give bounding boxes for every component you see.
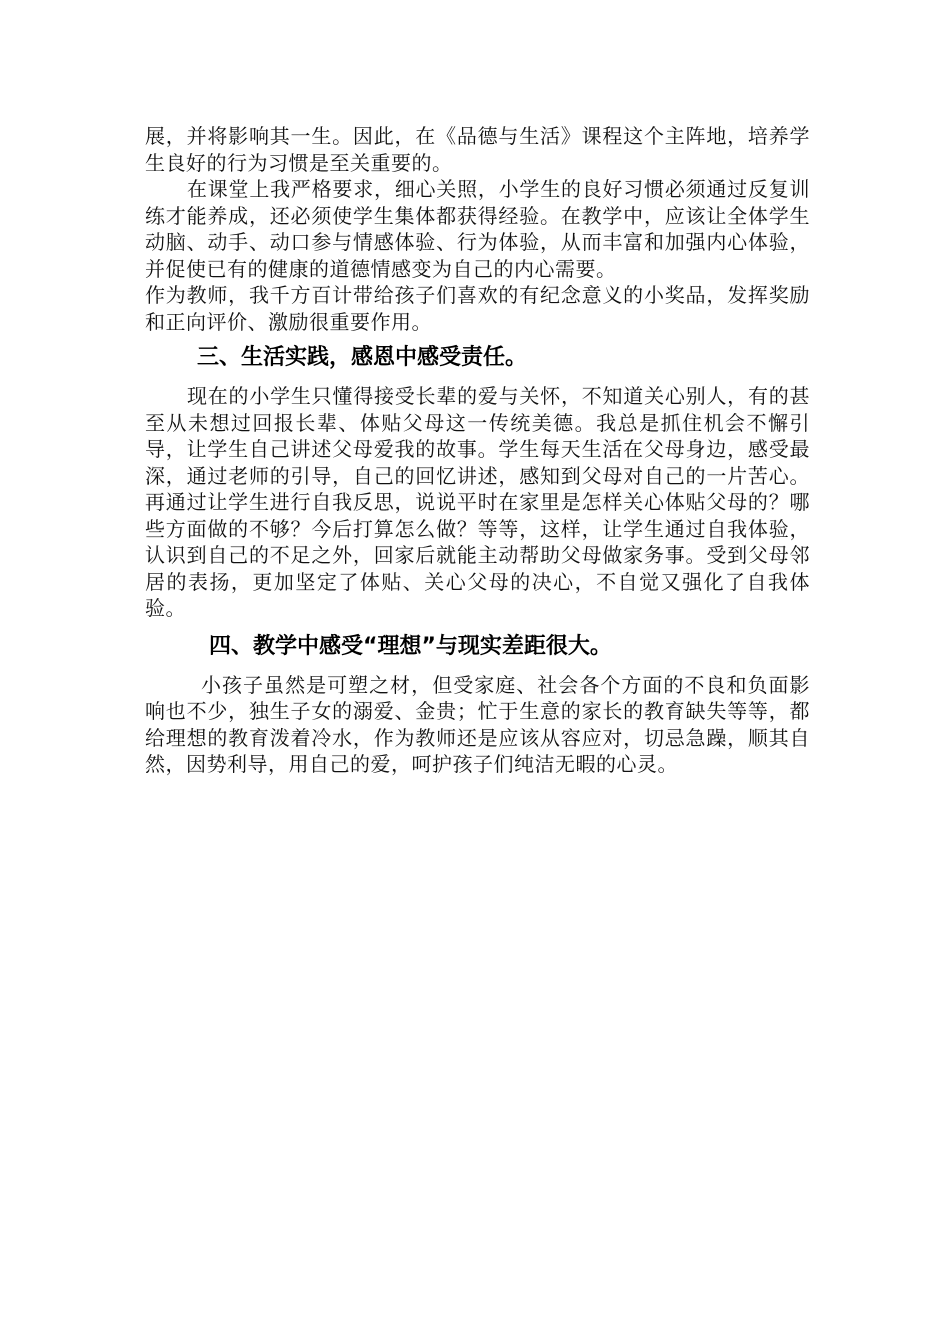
document-page	[145, 123, 810, 778]
paragraph-continuation: 展，并将影响其一生。因此，在《品德与生活》课程这个主阵地，培养学生良好的行为习惯是至关重要的。	[145, 124, 810, 175]
paragraph-classroom: 在课堂上我严格要求，细心关照，小学生的良好习惯必须通过反复训练才能养成，还必须使学生集体都获得经验。在教学中，应该让全体学生动脑、动手、动口参与情感体验、行为体验，从而丰富和加强内心体验，并促使已有的健康的道德情感变为自己的内心需要。	[145, 177, 810, 281]
section-4-body: 小孩子虽然是可塑之材，但受家庭、社会各个方面的不良和负面影响也不少，独生子女的溺爱、金贵；忙于生意的家长的教育缺失等等，都给理想的教育泼着冷水，作为教师还是应该从容应对，切忌急躁，顺其自然，因势利导，用自己的爱，呵护孩子们纯洁无暇的心灵。	[145, 672, 810, 776]
section-3-heading: 三、生活实践，感恩中感受责任。	[197, 345, 528, 370]
section-3-body: 现在的小学生只懂得接受长辈的爱与关怀，不知道关心别人，有的甚至从未想过回报长辈、体贴父母这一传统美德。我总是抓住机会不懈引导，让学生自己讲述父母爱我的故事。学生每天生活在父母身边，感受最深，通过老师的引导，自己的回忆讲述，感知到父母对自己的一片苦心。再通过让学生进行自我反思，说说平时在家里是怎样关心体贴父母的？哪些方面做的不够？今后打算怎么做？等等，这样，让学生通过自我体验，认识到自己的不足之外，回家后就能主动帮助父母做家务事。受到父母邻居的表扬，更加坚定了体贴、关心父母的决心，不自觉又强化了自我体验。	[145, 384, 810, 620]
paragraph-teacher-rewards: 作为教师，我千方百计带给孩子们喜欢的有纪念意义的小奖品，发挥奖励和正向评价、激励很重要作用。	[145, 283, 810, 334]
section-4-heading: 四、教学中感受“理想”与现实差距很大。	[209, 633, 612, 659]
